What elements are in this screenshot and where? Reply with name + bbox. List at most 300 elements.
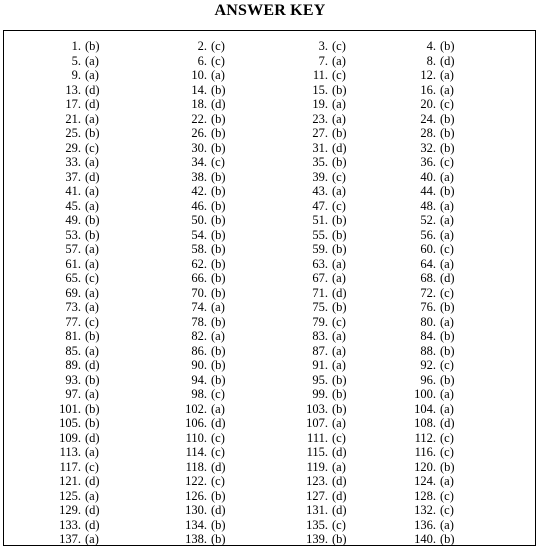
answer-choice: (c) bbox=[440, 430, 454, 445]
answer-row bbox=[4, 445, 535, 460]
answer-choice: (b) bbox=[332, 82, 347, 97]
answer-row bbox=[4, 54, 535, 69]
question-number: 18. bbox=[191, 97, 207, 111]
question-number: 110. bbox=[185, 430, 207, 445]
question-number: 104. bbox=[414, 401, 436, 416]
answer-choice: (a) bbox=[211, 401, 225, 416]
question-number: 132. bbox=[414, 503, 436, 517]
answer-choice: (a) bbox=[332, 97, 346, 111]
question-number: 111. bbox=[307, 430, 328, 445]
question-number: 85. bbox=[65, 343, 81, 358]
answer-choice: (c) bbox=[332, 169, 346, 184]
answer-choice: (c) bbox=[440, 155, 454, 169]
question-number: 118. bbox=[185, 459, 207, 474]
question-number: 31. bbox=[312, 140, 328, 155]
question-number: 56. bbox=[420, 227, 436, 242]
answer-row bbox=[4, 141, 535, 156]
answer-choice: (a) bbox=[440, 227, 454, 242]
answer-choice: (c) bbox=[211, 387, 225, 401]
question-number: 46. bbox=[191, 198, 207, 213]
answer-choice: (a) bbox=[440, 82, 454, 97]
question-number: 122. bbox=[185, 474, 207, 488]
answer-choice: (a) bbox=[440, 387, 454, 401]
question-number: 102. bbox=[185, 401, 207, 416]
answer-choice: (a) bbox=[440, 256, 454, 271]
answer-choice: (d) bbox=[85, 503, 100, 517]
answer-choice: (a) bbox=[211, 329, 225, 343]
answer-choice: (b) bbox=[211, 488, 226, 503]
answer-choice: (b) bbox=[211, 213, 226, 227]
answer-choice: (b) bbox=[440, 532, 455, 546]
question-number: 139. bbox=[306, 532, 328, 546]
question-number: 44. bbox=[420, 184, 436, 198]
question-number: 114. bbox=[185, 445, 207, 459]
answer-choice: (b) bbox=[211, 111, 226, 126]
question-number: 123. bbox=[306, 474, 328, 488]
answer-choice: (b) bbox=[85, 213, 100, 227]
answer-choice: (d) bbox=[85, 430, 100, 445]
answer-row bbox=[4, 286, 535, 301]
question-number: 21. bbox=[65, 111, 81, 126]
question-number: 6. bbox=[197, 53, 207, 68]
answer-choice: (b) bbox=[332, 126, 347, 140]
answer-choice: (b) bbox=[211, 271, 226, 285]
question-number: 59. bbox=[312, 242, 328, 256]
question-number: 64. bbox=[420, 256, 436, 271]
answer-choice: (a) bbox=[211, 68, 225, 82]
answer-row bbox=[4, 402, 535, 417]
answer-choice: (a) bbox=[85, 285, 99, 300]
answer-choice: (b) bbox=[211, 343, 226, 358]
answer-choice: (b) bbox=[211, 227, 226, 242]
answer-choice: (b) bbox=[211, 184, 226, 198]
question-number: 90. bbox=[191, 358, 207, 372]
question-number: 119. bbox=[306, 459, 328, 474]
question-number: 14. bbox=[191, 82, 207, 97]
answer-choice: (b) bbox=[332, 213, 347, 227]
answer-choice: (b) bbox=[211, 532, 226, 546]
answer-choice: (d) bbox=[440, 416, 455, 430]
answer-choice: (c) bbox=[85, 271, 99, 285]
answer-choice: (a) bbox=[332, 184, 346, 198]
answer-choice: (a) bbox=[85, 111, 99, 126]
answer-choice: (b) bbox=[440, 111, 455, 126]
answer-choice: (a) bbox=[440, 474, 454, 488]
answer-choice: (c) bbox=[211, 155, 225, 169]
answer-choice: (a) bbox=[440, 314, 454, 329]
answer-choice: (b) bbox=[211, 517, 226, 532]
question-number: 97. bbox=[65, 387, 81, 401]
answer-choice: (c) bbox=[85, 140, 99, 155]
answer-choice: (d) bbox=[85, 358, 100, 372]
answer-choice: (a) bbox=[85, 387, 99, 401]
answer-row bbox=[4, 68, 535, 83]
answer-choice: (b) bbox=[211, 256, 226, 271]
question-number: 22. bbox=[191, 111, 207, 126]
answer-row bbox=[4, 271, 535, 286]
answer-choice: (d) bbox=[440, 271, 455, 285]
answer-choice: (b) bbox=[440, 184, 455, 198]
question-number: 73. bbox=[65, 300, 81, 314]
answer-choice: (b) bbox=[440, 372, 455, 387]
question-number: 45. bbox=[65, 198, 81, 213]
question-number: 12. bbox=[420, 68, 436, 82]
answer-choice: (b) bbox=[332, 155, 347, 169]
answer-choice: (a) bbox=[332, 111, 346, 126]
answer-row bbox=[4, 358, 535, 373]
answer-choice: (b) bbox=[332, 242, 347, 256]
answer-choice: (b) bbox=[440, 300, 455, 314]
question-number: 51. bbox=[312, 213, 328, 227]
answer-choice: (c) bbox=[332, 430, 346, 445]
question-number: 72. bbox=[420, 285, 436, 300]
answer-row bbox=[4, 126, 535, 141]
question-number: 41. bbox=[65, 184, 81, 198]
answer-choice: (c) bbox=[440, 285, 454, 300]
question-number: 113. bbox=[59, 445, 81, 459]
question-number: 52. bbox=[420, 213, 436, 227]
answer-choice: (a) bbox=[332, 459, 346, 474]
question-number: 35. bbox=[312, 155, 328, 169]
question-number: 78. bbox=[191, 314, 207, 329]
answer-choice: (b) bbox=[85, 416, 100, 430]
question-number: 39. bbox=[312, 169, 328, 184]
question-number: 140. bbox=[414, 532, 436, 546]
question-number: 3. bbox=[318, 39, 328, 53]
question-number: 106. bbox=[185, 416, 207, 430]
question-number: 65. bbox=[65, 271, 81, 285]
question-number: 67. bbox=[312, 271, 328, 285]
question-number: 108. bbox=[414, 416, 436, 430]
question-number: 134. bbox=[185, 517, 207, 532]
answer-choice: (d) bbox=[85, 169, 100, 184]
answer-row bbox=[4, 344, 535, 359]
question-number: 121. bbox=[59, 474, 81, 488]
question-number: 126. bbox=[185, 488, 207, 503]
answer-row bbox=[4, 242, 535, 257]
question-number: 100. bbox=[414, 387, 436, 401]
question-number: 10. bbox=[191, 68, 207, 82]
answer-choice: (d) bbox=[211, 503, 226, 517]
question-number: 112. bbox=[414, 430, 436, 445]
question-number: 130. bbox=[185, 503, 207, 517]
question-number: 34. bbox=[191, 155, 207, 169]
answer-choice: (b) bbox=[332, 387, 347, 401]
question-number: 57. bbox=[65, 242, 81, 256]
answer-choice: (b) bbox=[211, 126, 226, 140]
question-number: 54. bbox=[191, 227, 207, 242]
question-number: 43. bbox=[312, 184, 328, 198]
question-number: 96. bbox=[420, 372, 436, 387]
answer-choice: (b) bbox=[332, 401, 347, 416]
answer-choice: (c) bbox=[440, 97, 454, 111]
answer-choice: (c) bbox=[211, 39, 225, 53]
question-number: 25. bbox=[65, 126, 81, 140]
question-number: 94. bbox=[191, 372, 207, 387]
answer-choice: (b) bbox=[440, 459, 455, 474]
question-number: 61. bbox=[65, 256, 81, 271]
answer-row bbox=[4, 184, 535, 199]
answer-choice: (b) bbox=[211, 82, 226, 97]
answer-choice: (d) bbox=[85, 474, 100, 488]
answer-choice: (a) bbox=[332, 358, 346, 372]
question-number: 29. bbox=[65, 140, 81, 155]
question-number: 28. bbox=[420, 126, 436, 140]
answer-row bbox=[4, 228, 535, 243]
answer-choice: (c) bbox=[211, 474, 225, 488]
question-number: 11. bbox=[312, 68, 328, 82]
answer-choice: (b) bbox=[332, 372, 347, 387]
question-number: 9. bbox=[71, 68, 81, 82]
question-number: 101. bbox=[59, 401, 81, 416]
question-number: 128. bbox=[414, 488, 436, 503]
question-number: 68. bbox=[420, 271, 436, 285]
answer-choice: (a) bbox=[332, 256, 346, 271]
question-number: 5. bbox=[71, 53, 81, 68]
answer-choice: (b) bbox=[440, 140, 455, 155]
question-number: 20. bbox=[420, 97, 436, 111]
answer-row bbox=[4, 39, 535, 54]
question-number: 124. bbox=[414, 474, 436, 488]
answer-choice: (c) bbox=[332, 314, 346, 329]
answer-choice: (a) bbox=[85, 256, 99, 271]
question-number: 16. bbox=[420, 82, 436, 97]
question-number: 69. bbox=[65, 285, 81, 300]
answer-row bbox=[4, 518, 535, 533]
answer-choice: (b) bbox=[211, 314, 226, 329]
question-number: 75. bbox=[312, 300, 328, 314]
answer-choice: (c) bbox=[332, 68, 346, 82]
answer-choice: (b) bbox=[332, 227, 347, 242]
answer-key-table bbox=[3, 30, 536, 546]
question-number: 23. bbox=[312, 111, 328, 126]
answer-choice: (a) bbox=[332, 416, 346, 430]
answer-choice: (d) bbox=[332, 503, 347, 517]
question-number: 70. bbox=[191, 285, 207, 300]
answer-choice: (b) bbox=[332, 532, 347, 546]
question-number: 77. bbox=[65, 314, 81, 329]
question-number: 82. bbox=[191, 329, 207, 343]
question-number: 74. bbox=[191, 300, 207, 314]
question-number: 115. bbox=[306, 445, 328, 459]
question-number: 109. bbox=[59, 430, 81, 445]
question-number: 136. bbox=[414, 517, 436, 532]
answer-choice: (c) bbox=[211, 430, 225, 445]
answer-row bbox=[4, 329, 535, 344]
answer-choice: (b) bbox=[211, 140, 226, 155]
question-number: 24. bbox=[420, 111, 436, 126]
answer-choice: (d) bbox=[332, 488, 347, 503]
answer-choice: (a) bbox=[440, 517, 454, 532]
question-number: 103. bbox=[306, 401, 328, 416]
answer-row bbox=[4, 97, 535, 112]
answer-row bbox=[4, 416, 535, 431]
answer-choice: (b) bbox=[85, 227, 100, 242]
question-number: 98. bbox=[191, 387, 207, 401]
question-number: 93. bbox=[65, 372, 81, 387]
answer-choice: (b) bbox=[85, 126, 100, 140]
question-number: 88. bbox=[420, 343, 436, 358]
question-number: 30. bbox=[191, 140, 207, 155]
page-title: ANSWER KEY bbox=[214, 2, 326, 19]
question-number: 36. bbox=[420, 155, 436, 169]
question-number: 48. bbox=[420, 198, 436, 213]
answer-choice: (d) bbox=[332, 285, 347, 300]
question-number: 2. bbox=[197, 39, 207, 53]
answer-choice: (b) bbox=[440, 329, 455, 343]
question-number: 42. bbox=[191, 184, 207, 198]
answer-row bbox=[4, 170, 535, 185]
question-number: 95. bbox=[312, 372, 328, 387]
question-number: 86. bbox=[191, 343, 207, 358]
question-number: 62. bbox=[191, 256, 207, 271]
question-number: 33. bbox=[65, 155, 81, 169]
answer-choice: (b) bbox=[440, 126, 455, 140]
answer-choice: (c) bbox=[332, 39, 346, 53]
question-number: 47. bbox=[312, 198, 328, 213]
question-number: 131. bbox=[306, 503, 328, 517]
answer-choice: (a) bbox=[332, 329, 346, 343]
question-number: 40. bbox=[420, 169, 436, 184]
question-number: 80. bbox=[420, 314, 436, 329]
answer-choice: (a) bbox=[85, 53, 99, 68]
question-number: 32. bbox=[420, 140, 436, 155]
question-number: 37. bbox=[65, 169, 81, 184]
question-number: 7. bbox=[318, 53, 328, 68]
question-number: 66. bbox=[191, 271, 207, 285]
question-number: 137. bbox=[59, 532, 81, 546]
answer-choice: (d) bbox=[211, 97, 226, 111]
answer-row bbox=[4, 199, 535, 214]
answer-choice: (b) bbox=[440, 39, 455, 53]
answer-choice: (c) bbox=[440, 358, 454, 372]
answer-choice: (b) bbox=[211, 285, 226, 300]
question-number: 17. bbox=[65, 97, 81, 111]
question-number: 71. bbox=[312, 285, 328, 300]
answer-choice: (a) bbox=[85, 343, 99, 358]
question-number: 50. bbox=[191, 213, 207, 227]
answer-choice: (a) bbox=[332, 343, 346, 358]
answer-choice: (b) bbox=[211, 372, 226, 387]
answer-choice: (c) bbox=[211, 445, 225, 459]
question-number: 27. bbox=[312, 126, 328, 140]
answer-choice: (c) bbox=[440, 242, 454, 256]
question-number: 55. bbox=[312, 227, 328, 242]
answer-choice: (a) bbox=[440, 401, 454, 416]
answer-choice: (b) bbox=[440, 343, 455, 358]
answer-row bbox=[4, 300, 535, 315]
question-number: 105. bbox=[59, 416, 81, 430]
question-number: 138. bbox=[185, 532, 207, 546]
question-number: 125. bbox=[59, 488, 81, 503]
answer-choice: (a) bbox=[85, 300, 99, 314]
answer-choice: (d) bbox=[211, 416, 226, 430]
answer-choice: (c) bbox=[440, 445, 454, 459]
question-number: 38. bbox=[191, 169, 207, 184]
answer-choice: (d) bbox=[332, 445, 347, 459]
answer-grid bbox=[4, 39, 535, 547]
question-number: 133. bbox=[59, 517, 81, 532]
answer-choice: (c) bbox=[440, 488, 454, 503]
answer-choice: (a) bbox=[85, 242, 99, 256]
answer-row bbox=[4, 503, 535, 518]
answer-choice: (d) bbox=[332, 474, 347, 488]
answer-choice: (a) bbox=[440, 198, 454, 213]
answer-choice: (a) bbox=[85, 532, 99, 546]
question-number: 15. bbox=[312, 82, 328, 97]
answer-row bbox=[4, 373, 535, 388]
answer-row bbox=[4, 431, 535, 446]
answer-row bbox=[4, 257, 535, 272]
answer-choice: (a) bbox=[85, 184, 99, 198]
question-number: 127. bbox=[306, 488, 328, 503]
answer-row bbox=[4, 460, 535, 475]
answer-choice: (d) bbox=[332, 140, 347, 155]
question-number: 117. bbox=[59, 459, 81, 474]
answer-choice: (c) bbox=[332, 198, 346, 213]
answer-choice: (a) bbox=[85, 488, 99, 503]
question-number: 58. bbox=[191, 242, 207, 256]
question-number: 13. bbox=[65, 82, 81, 97]
answer-choice: (a) bbox=[332, 271, 346, 285]
answer-row bbox=[4, 489, 535, 504]
question-number: 19. bbox=[312, 97, 328, 111]
answer-choice: (b) bbox=[85, 372, 100, 387]
question-number: 81. bbox=[65, 329, 81, 343]
question-number: 26. bbox=[191, 126, 207, 140]
question-number: 91. bbox=[312, 358, 328, 372]
answer-choice: (a) bbox=[85, 198, 99, 213]
answer-choice: (b) bbox=[211, 242, 226, 256]
answer-choice: (b) bbox=[211, 169, 226, 184]
answer-row bbox=[4, 155, 535, 170]
question-number: 4. bbox=[426, 39, 436, 53]
answer-row bbox=[4, 112, 535, 127]
question-number: 1. bbox=[71, 39, 81, 53]
answer-choice: (a) bbox=[85, 445, 99, 459]
answer-row bbox=[4, 315, 535, 330]
answer-choice: (a) bbox=[85, 155, 99, 169]
answer-choice: (b) bbox=[211, 358, 226, 372]
question-number: 135. bbox=[306, 517, 328, 532]
answer-choice: (a) bbox=[211, 300, 225, 314]
answer-choice: (d) bbox=[85, 517, 100, 532]
answer-choice: (c) bbox=[85, 314, 99, 329]
answer-choice: (c) bbox=[332, 517, 346, 532]
question-number: 76. bbox=[420, 300, 436, 314]
question-number: 84. bbox=[420, 329, 436, 343]
question-number: 116. bbox=[414, 445, 436, 459]
answer-row bbox=[4, 83, 535, 98]
question-number: 53. bbox=[65, 227, 81, 242]
answer-choice: (b) bbox=[211, 198, 226, 213]
answer-choice: (a) bbox=[85, 68, 99, 82]
question-number: 129. bbox=[59, 503, 81, 517]
question-number: 107. bbox=[306, 416, 328, 430]
question-number: 63. bbox=[312, 256, 328, 271]
answer-choice: (a) bbox=[440, 213, 454, 227]
answer-choice: (a) bbox=[440, 169, 454, 184]
answer-choice: (a) bbox=[440, 68, 454, 82]
answer-choice: (d) bbox=[211, 459, 226, 474]
question-number: 89. bbox=[65, 358, 81, 372]
answer-choice: (b) bbox=[85, 329, 100, 343]
answer-choice: (d) bbox=[440, 53, 455, 68]
answer-choice: (c) bbox=[211, 53, 225, 68]
question-number: 92. bbox=[420, 358, 436, 372]
answer-row bbox=[4, 387, 535, 402]
answer-row bbox=[4, 532, 535, 547]
